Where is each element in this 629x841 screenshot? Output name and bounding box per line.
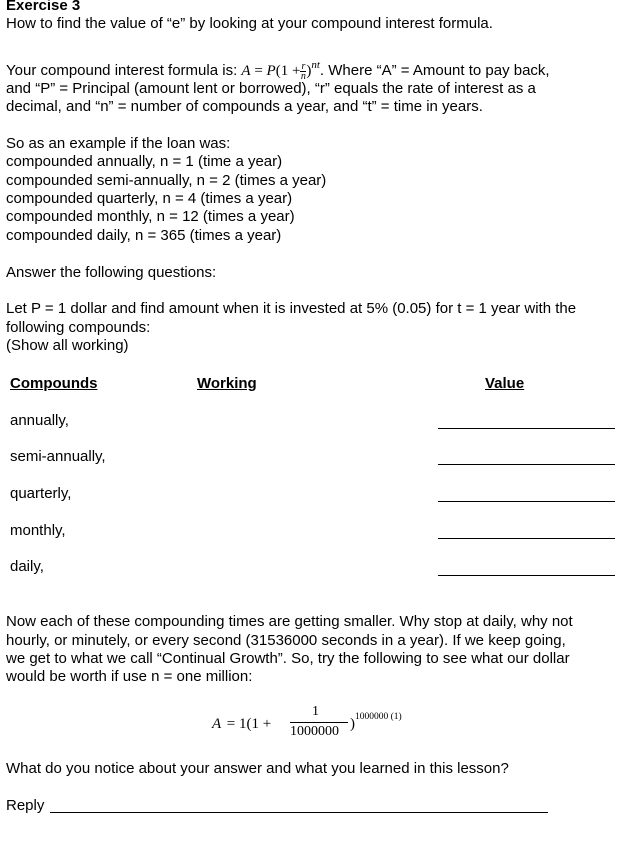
value-blank-quarterly[interactable] bbox=[438, 501, 615, 502]
questions-prompt-line2: following compounds: bbox=[6, 319, 151, 336]
example-item: compounded semi-annually, n = 2 (times a year) bbox=[6, 171, 327, 189]
example-item: compounded monthly, n = 12 (times a year) bbox=[6, 208, 295, 225]
row-label-annually: annually, bbox=[10, 412, 69, 429]
example-item: compounded annually, n = 1 (time a year) bbox=[6, 153, 283, 170]
million-formula-fraction-bar bbox=[290, 722, 348, 723]
formula-P: P bbox=[266, 63, 276, 79]
exercise-subtitle: How to find the value of “e” by looking at your compound interest formula. bbox=[6, 15, 493, 32]
continual-line4: would be worth if use n = one million: bbox=[6, 668, 253, 685]
reflection-question: What do you notice about your answer and what you learned in this lesson? bbox=[6, 760, 509, 777]
formula-A: A bbox=[241, 63, 251, 79]
example-item: compounded quarterly, n = 4 (times a year) bbox=[6, 190, 293, 207]
header-working: Working bbox=[197, 375, 257, 392]
million-formula-num: 1 bbox=[312, 704, 319, 719]
example-item: compounded daily, n = 365 (times a year) bbox=[6, 227, 282, 244]
value-blank-daily[interactable] bbox=[438, 575, 615, 576]
formula-intro-after: . Where “A” = Amount to pay back, bbox=[319, 62, 550, 79]
value-blank-monthly[interactable] bbox=[438, 538, 615, 539]
formula-intro-line2: and “P” = Principal (amount lent or borrowed), “r” equals the rate of interest as a bbox=[6, 80, 536, 97]
million-formula-exponent: 1000000 (1) bbox=[355, 712, 402, 722]
continual-line3: we get to what we call “Continual Growth”. So, try the following to see what our dollar bbox=[6, 650, 570, 667]
questions-heading: Answer the following questions: bbox=[6, 264, 217, 281]
continual-line2: hourly, or minutely, or every second (31536000 seconds in a year). If we keep going, bbox=[6, 632, 566, 649]
million-formula-eq: = 1(1 + bbox=[223, 716, 272, 732]
continual-line1: Now each of these compounding times are getting smaller. Why stop at daily, why not bbox=[6, 613, 573, 630]
row-label-semi-annually: semi-annually, bbox=[10, 448, 106, 465]
million-formula-A: A bbox=[212, 716, 222, 732]
row-label-quarterly: quarterly, bbox=[10, 485, 72, 502]
row-label-daily: daily, bbox=[10, 558, 44, 575]
questions-prompt-line1: Let P = 1 dollar and find amount when it is invested at 5% (0.05) for t = 1 year with the bbox=[6, 300, 577, 317]
formula-frac-num: r bbox=[301, 60, 306, 72]
formula-open: (1 + bbox=[275, 63, 301, 79]
row-label-monthly: monthly, bbox=[10, 522, 66, 539]
reply-label: Reply bbox=[6, 797, 45, 814]
value-blank-semi-annually[interactable] bbox=[438, 464, 615, 465]
examples-lead: So as an example if the loan was: bbox=[6, 135, 231, 152]
formula-intro-line1 bbox=[6, 55, 550, 82]
value-blank-annually[interactable] bbox=[438, 428, 615, 429]
formula-intro-line3: decimal, and “n” = number of compounds a year, and “t” = time in years. bbox=[6, 98, 483, 115]
questions-prompt-line3: (Show all working) bbox=[6, 337, 129, 354]
reply-blank[interactable] bbox=[50, 812, 548, 813]
formula-exponent: nt bbox=[311, 59, 320, 71]
exercise-title: Exercise 3 bbox=[6, 0, 81, 14]
formula-intro-lead: Your compound interest formula is: bbox=[6, 62, 238, 79]
header-value: Value bbox=[485, 375, 525, 392]
formula-close: ) bbox=[306, 63, 312, 79]
header-compounds: Compounds bbox=[10, 375, 98, 392]
million-formula-den: 1000000 bbox=[290, 724, 339, 739]
formula-eq: = bbox=[250, 63, 267, 79]
million-formula-close: ) bbox=[350, 716, 355, 732]
formula-frac-den: n bbox=[300, 70, 306, 82]
